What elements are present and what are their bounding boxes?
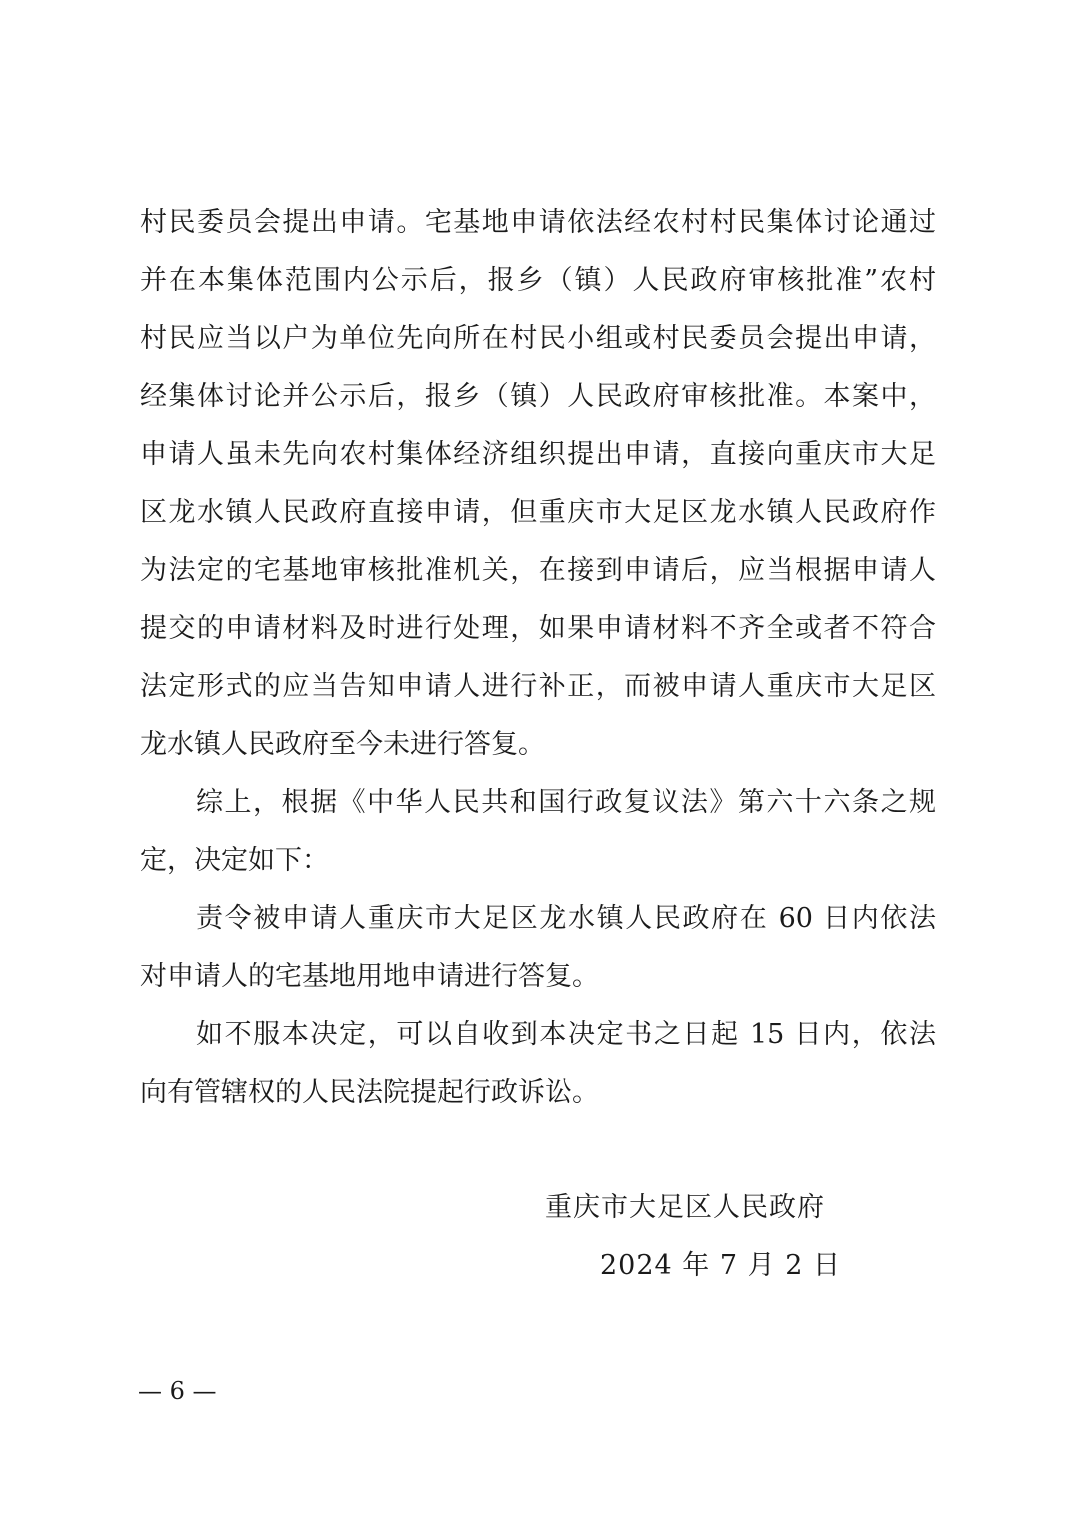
appeal-line-1: 如不服本决定，可以自收到本决定书之日起 15 日内，依法 bbox=[196, 1019, 936, 1050]
body-line-4: 经集体讨论并公示后，报乡（镇）人民政府审核批准。本案中， bbox=[140, 381, 936, 412]
body-line-9: 法定形式的应当告知申请人进行补正，而被申请人重庆市大足区 bbox=[140, 671, 936, 702]
body-line-2: 并在本集体范围内公示后，报乡（镇）人民政府审核批准”农村 bbox=[140, 265, 936, 296]
body-line-10: 龙水镇人民政府至今未进行答复。 bbox=[140, 729, 545, 760]
body-line-6: 区龙水镇人民政府直接申请，但重庆市大足区龙水镇人民政府作 bbox=[140, 497, 936, 528]
conclusion-line-1: 综上，根据《中华人民共和国行政复议法》第六十六条之规 bbox=[196, 787, 936, 818]
appeal-line-2: 向有管辖权的人民法院提起行政诉讼。 bbox=[140, 1077, 599, 1108]
body-line-8: 提交的申请材料及时进行处理，如果申请材料不齐全或者不符合 bbox=[140, 613, 936, 644]
issuer-name: 重庆市大足区人民政府 bbox=[545, 1192, 825, 1223]
decision-line-2: 对申请人的宅基地用地申请进行答复。 bbox=[140, 961, 599, 992]
body-line-1: 村民委员会提出申请。宅基地申请依法经农村村民集体讨论通过 bbox=[140, 207, 936, 238]
body-line-5: 申请人虽未先向农村集体经济组织提出申请，直接向重庆市大足 bbox=[140, 439, 936, 470]
conclusion-line-2: 定，决定如下： bbox=[140, 845, 329, 876]
page-number: — 6 — bbox=[138, 1377, 217, 1405]
issue-date: 2024 年 7 月 2 日 bbox=[600, 1250, 841, 1281]
decision-line-1: 责令被申请人重庆市大足区龙水镇人民政府在 60 日内依法 bbox=[196, 903, 936, 934]
body-line-3: 村民应当以户为单位先向所在村民小组或村民委员会提出申请， bbox=[140, 323, 936, 354]
body-line-7: 为法定的宅基地审核批准机关，在接到申请后，应当根据申请人 bbox=[140, 555, 936, 586]
